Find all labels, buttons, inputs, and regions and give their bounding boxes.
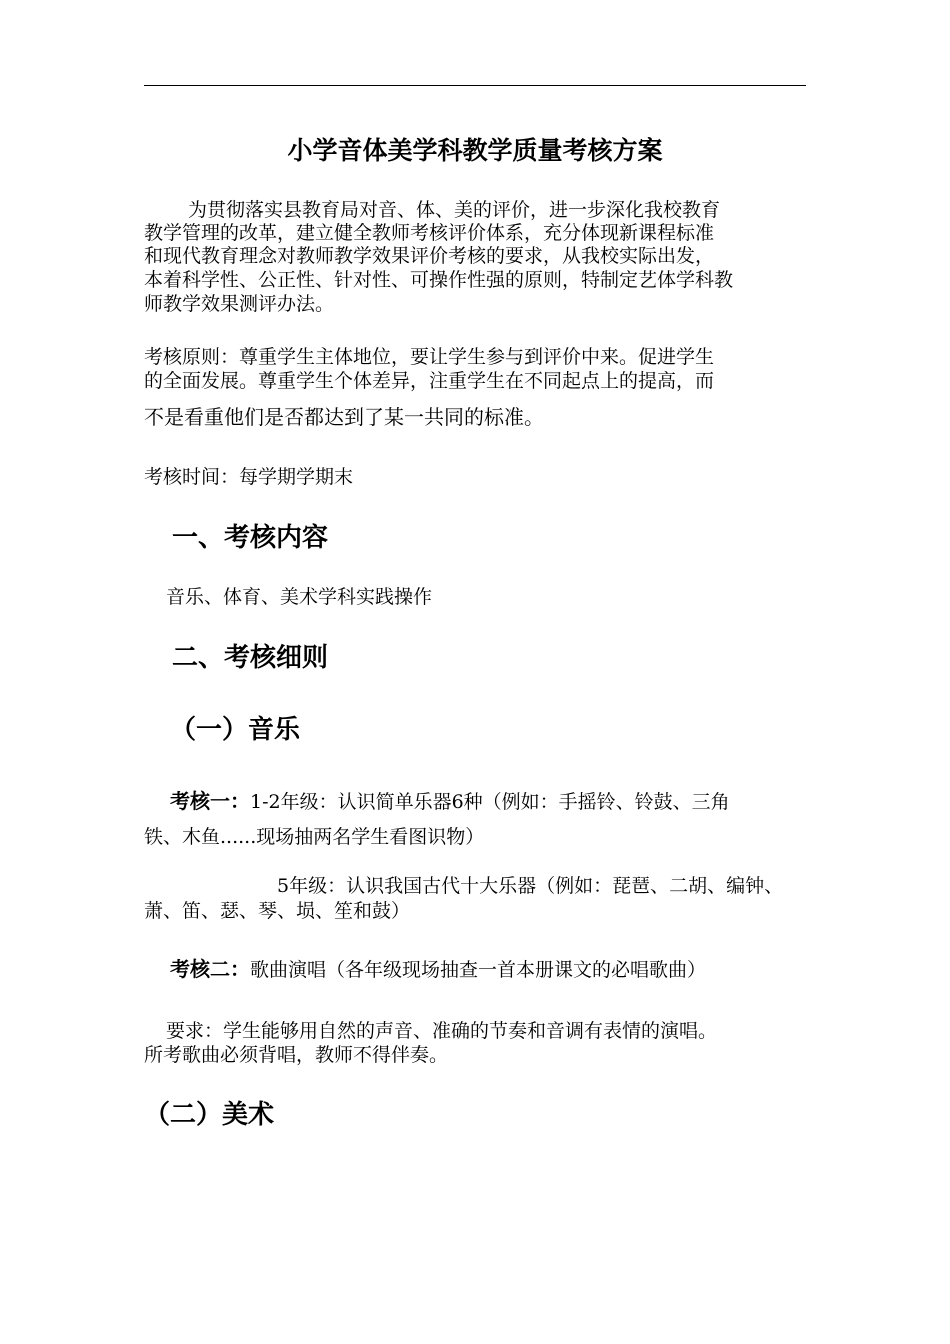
music-item2-label: 考核二： bbox=[170, 957, 250, 981]
intro-line-3: 和现代教育理念对教师教学效果评价考核的要求，从我校实际出发， bbox=[144, 245, 715, 267]
subsection-heading-art: （二）美术 bbox=[144, 1100, 275, 1130]
music-item1-line1 bbox=[170, 789, 730, 814]
intro-line-2: 教学管理的改革，建立健全教师考核评价体系，充分体现新课程标准 bbox=[144, 222, 715, 244]
assessment-time: 考核时间：每学期学期末 bbox=[144, 466, 354, 488]
music-item1-line4: 萧、笛、瑟、琴、埙、笙和鼓） bbox=[144, 900, 411, 922]
music-item2-text: 歌曲演唱（各年级现场抽查一首本册课文的必唱歌曲） bbox=[250, 959, 707, 981]
section-content-text: 音乐、体育、美术学科实践操作 bbox=[166, 586, 433, 608]
music-requirement-line2: 所考歌曲必须背唱，教师不得伴奏。 bbox=[144, 1044, 449, 1066]
music-item1-line2: 铁、木鱼......现场抽两名学生看图识物） bbox=[144, 826, 485, 848]
principle-line-2: 的全面发展。尊重学生个体差异，注重学生在不同起点上的提高，而 bbox=[144, 370, 715, 392]
section-heading-rules: 二、考核细则 bbox=[172, 643, 329, 673]
principle-line-3: 不是看重他们是否都达到了某一共同的标准。 bbox=[144, 405, 544, 429]
music-item1-label: 考核一： bbox=[170, 789, 250, 813]
section-heading-content: 一、考核内容 bbox=[172, 523, 329, 553]
principle-line-1: 考核原则：尊重学生主体地位，要让学生参与到评价中来。促进学生 bbox=[144, 346, 715, 368]
music-requirement-line1: 要求：学生能够用自然的声音、准确的节奏和音调有表情的演唱。 bbox=[166, 1020, 718, 1042]
intro-line-4: 本着科学性、公正性、针对性、可操作性强的原则，特制定艺体学科教 bbox=[144, 269, 734, 291]
document-title: 小学音体美学科教学质量考核方案 bbox=[287, 136, 663, 165]
subsection-heading-music: （一）音乐 bbox=[170, 715, 301, 745]
intro-line-1: 为贯彻落实县教育局对音、体、美的评价，进一步深化我校教育 bbox=[188, 199, 721, 221]
header-rule bbox=[144, 85, 806, 86]
music-item1-text: 1-2年级：认识简单乐器6种（例如：手摇铃、铃鼓、三角 bbox=[250, 791, 730, 813]
music-item2-line bbox=[170, 957, 706, 982]
music-item1-line3: 5年级：认识我国古代十大乐器（例如：琵琶、二胡、编钟、 bbox=[277, 875, 784, 897]
intro-line-5: 师教学效果测评办法。 bbox=[144, 293, 335, 315]
